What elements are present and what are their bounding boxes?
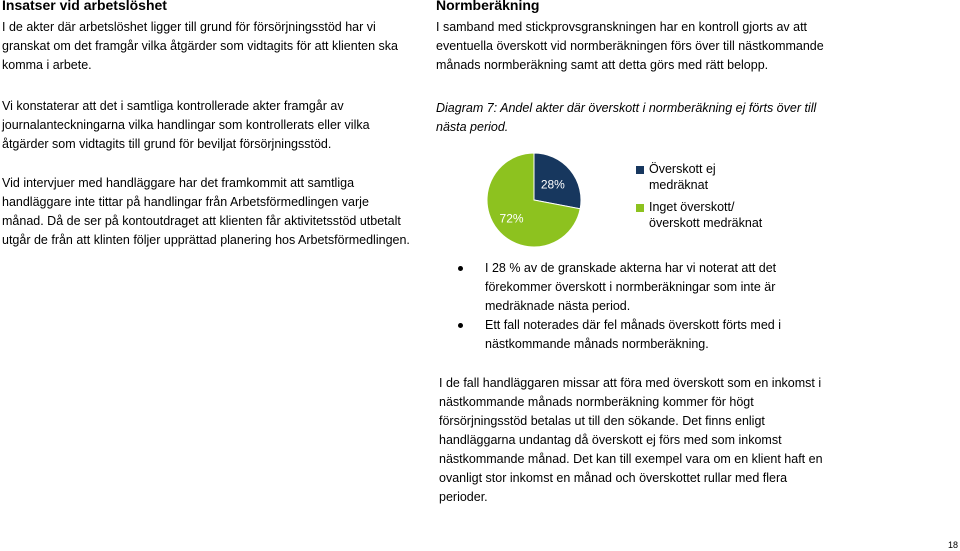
legend-item <box>636 199 776 231</box>
legend-swatch <box>636 204 644 212</box>
paragraph: Vi konstaterar att det i samtliga kontrollerade akter framgår av journalanteckningarna vilka handlingar som kontrollerats eller vilka åtgärder som vidtagits till grund för beviljat försörjningsstöd. <box>2 99 370 151</box>
paragraph: I samband med stickprovsgranskningen har en kontroll gjorts av att eventuella överskott vid normberäkningen förs över till nästkommande månads normberäkning samt att detta görs med rätt belopp. <box>436 20 824 72</box>
diagram-caption: Diagram 7: Andel akter där överskott i normberäkning ej förts över till nästa period. <box>436 101 817 134</box>
paragraph: I de fall handläggaren missar att föra med överskott som en inkomst i nästkommande månads normberäkning kommer för högt försörjningsstöd betalas ut till den sökande. Det finns enligt handläggarna undantag då överskott ej förs med som inkomst nästkommande månad. Det kan till exempel vara om en klient haft en ovanligt stor inkomst en månad och överskottet rullar med flera perioder. <box>439 376 823 504</box>
list-item: I 28 % av de granskade akterna har vi noterat att det förekommer överskott i normberäkningar som inte är medräknade nästa period. <box>458 259 838 316</box>
paragraph: I de akter där arbetslöshet ligger till grund för försörjningsstöd har vi granskat om det framgår vilka åtgärder som vidtagits för att klienten ska komma i arbete. <box>2 20 399 72</box>
left-column <box>2 0 410 250</box>
chart-legend <box>636 161 776 237</box>
section-heading-arbetsloshet: Insatser vid arbetslöshet <box>2 0 167 13</box>
legend-item <box>636 161 776 193</box>
pie-slice-label: 72% <box>499 211 524 226</box>
pie-chart <box>486 152 582 248</box>
legend-label: Inget överskott/ överskott medräknat <box>649 200 763 230</box>
bullet-icon <box>458 266 463 271</box>
right-column <box>436 0 856 75</box>
finding-list <box>458 259 838 354</box>
page-number: 18 <box>947 540 958 550</box>
section-heading-normberakning: Normberäkning <box>436 0 540 13</box>
legend-swatch <box>636 166 644 174</box>
list-item: Ett fall noterades där fel månads överskott förts med i nästkommande månads normberäkning. <box>458 316 838 354</box>
legend-label: Överskott ej medräknat <box>649 162 716 192</box>
paragraph: Vid intervjuer med handläggare har det framkommit att samtliga handläggare inte tittar på handlingar från Arbetsförmedlingen varje månad. Då de ser på kontoutdraget att klienten får aktivitetsstöd utbetalt utgår de från att klinten följer upprättad planering hos Arbetsförmedlingen. <box>2 176 410 247</box>
pie-slice-label: 28% <box>540 177 565 192</box>
bullet-icon <box>458 323 463 328</box>
